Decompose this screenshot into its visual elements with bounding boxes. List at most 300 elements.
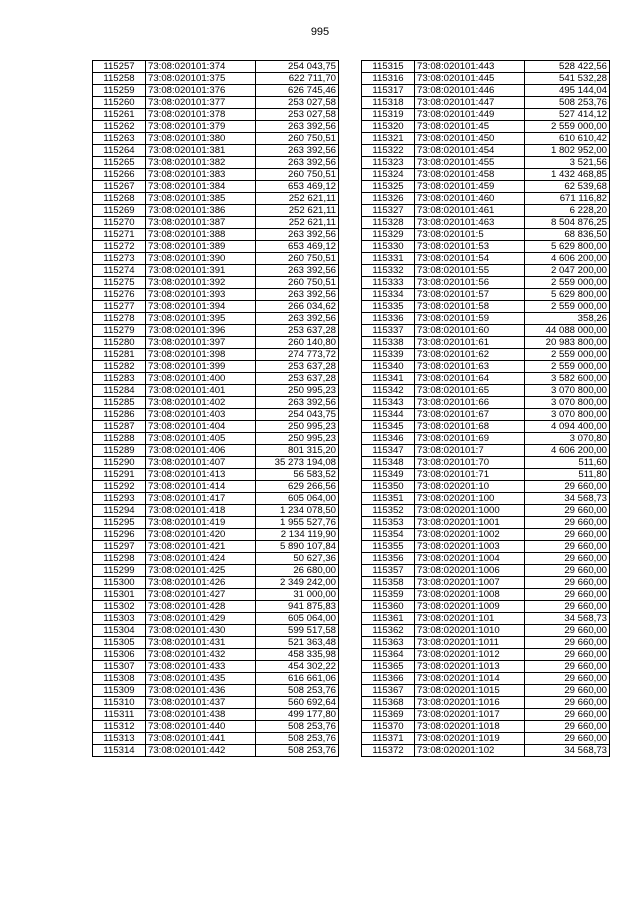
cadastral-number: 73:08:020201:1004 [415, 553, 525, 565]
table-row [362, 745, 610, 757]
table-row [362, 349, 610, 361]
row-number: 115273 [93, 253, 146, 265]
cadastral-value: 29 660,00 [525, 577, 610, 589]
table-row [93, 229, 339, 241]
table-row [362, 133, 610, 145]
cadastral-value: 2 559 000,00 [525, 361, 610, 373]
cadastral-value: 1 802 952,00 [525, 145, 610, 157]
cadastral-number: 73:08:020201:1002 [415, 529, 525, 541]
cadastral-value: 29 660,00 [525, 673, 610, 685]
row-number: 115349 [362, 469, 415, 481]
cadastral-number: 73:08:020101:460 [415, 193, 525, 205]
cadastral-number: 73:08:020201:1009 [415, 601, 525, 613]
table-row [93, 133, 339, 145]
table-row [93, 613, 339, 625]
cadastral-value: 508 253,76 [256, 685, 339, 697]
cadastral-number: 73:08:020101:413 [146, 469, 256, 481]
cadastral-number: 73:08:020101:440 [146, 721, 256, 733]
cadastral-number: 73:08:020101:390 [146, 253, 256, 265]
cadastral-value: 495 144,04 [525, 85, 610, 97]
cadastral-value: 50 627,36 [256, 553, 339, 565]
cadastral-value: 29 660,00 [525, 553, 610, 565]
cadastral-number: 73:08:020201:1000 [415, 505, 525, 517]
cadastral-value: 29 660,00 [525, 517, 610, 529]
cadastral-value: 263 392,56 [256, 265, 339, 277]
cadastral-value: 5 629 800,00 [525, 241, 610, 253]
cadastral-value: 2 559 000,00 [525, 301, 610, 313]
cadastral-number: 73:08:020101:376 [146, 85, 256, 97]
table-row [93, 745, 339, 757]
table-row [93, 385, 339, 397]
table-row [362, 409, 610, 421]
row-number: 115363 [362, 637, 415, 649]
table-row [362, 421, 610, 433]
cadastral-number: 73:08:020101:436 [146, 685, 256, 697]
table-row [93, 325, 339, 337]
cadastral-number: 73:08:020101:59 [415, 313, 525, 325]
cadastral-number: 73:08:020101:399 [146, 361, 256, 373]
cadastral-value: 3 070 800,00 [525, 397, 610, 409]
row-number: 115371 [362, 733, 415, 745]
cadastral-number: 73:08:020101:406 [146, 445, 256, 457]
cadastral-value: 260 750,51 [256, 133, 339, 145]
cadastral-value: 511,60 [525, 457, 610, 469]
cadastral-number: 73:08:020201:1014 [415, 673, 525, 685]
cadastral-number: 73:08:020101:424 [146, 553, 256, 565]
cadastral-number: 73:08:020101:402 [146, 397, 256, 409]
cadastral-value: 250 995,23 [256, 433, 339, 445]
row-number: 115301 [93, 589, 146, 601]
cadastral-number: 73:08:020101:403 [146, 409, 256, 421]
register-table-right [361, 60, 610, 757]
cadastral-value: 2 559 000,00 [525, 121, 610, 133]
cadastral-value: 263 392,56 [256, 145, 339, 157]
table-row [93, 625, 339, 637]
cadastral-value: 44 088 000,00 [525, 325, 610, 337]
table-row [93, 301, 339, 313]
cadastral-value: 560 692,64 [256, 697, 339, 709]
row-number: 115360 [362, 601, 415, 613]
row-number: 115262 [93, 121, 146, 133]
row-number: 115338 [362, 337, 415, 349]
cadastral-value: 508 253,76 [256, 721, 339, 733]
cadastral-value: 29 660,00 [525, 733, 610, 745]
table-row [362, 253, 610, 265]
table-row [362, 205, 610, 217]
cadastral-value: 260 140,80 [256, 337, 339, 349]
cadastral-number: 73:08:020101:432 [146, 649, 256, 661]
row-number: 115352 [362, 505, 415, 517]
cadastral-value: 4 094 400,00 [525, 421, 610, 433]
cadastral-number: 73:08:020101:386 [146, 205, 256, 217]
table-row [93, 553, 339, 565]
table-row [362, 733, 610, 745]
row-number: 115298 [93, 553, 146, 565]
row-number: 115295 [93, 517, 146, 529]
cadastral-value: 2 559 000,00 [525, 277, 610, 289]
table-row [93, 493, 339, 505]
row-number: 115327 [362, 205, 415, 217]
row-number: 115336 [362, 313, 415, 325]
cadastral-value: 250 995,23 [256, 421, 339, 433]
cadastral-value: 252 621,11 [256, 193, 339, 205]
row-number: 115331 [362, 253, 415, 265]
row-number: 115314 [93, 745, 146, 757]
cadastral-number: 73:08:020101:404 [146, 421, 256, 433]
cadastral-number: 73:08:020101:379 [146, 121, 256, 133]
row-number: 115284 [93, 385, 146, 397]
cadastral-value: 29 660,00 [525, 709, 610, 721]
row-number: 115293 [93, 493, 146, 505]
row-number: 115287 [93, 421, 146, 433]
cadastral-number: 73:08:020101:428 [146, 601, 256, 613]
cadastral-number: 73:08:020101:68 [415, 421, 525, 433]
cadastral-number: 73:08:020101:400 [146, 373, 256, 385]
cadastral-number: 73:08:020101:380 [146, 133, 256, 145]
table-row [93, 241, 339, 253]
row-number: 115299 [93, 565, 146, 577]
cadastral-value: 253 637,28 [256, 325, 339, 337]
table-row [93, 121, 339, 133]
cadastral-number: 73:08:020101:63 [415, 361, 525, 373]
cadastral-value: 26 680,00 [256, 565, 339, 577]
cadastral-number: 73:08:020101:66 [415, 397, 525, 409]
row-number: 115341 [362, 373, 415, 385]
row-number: 115320 [362, 121, 415, 133]
cadastral-number: 73:08:020101:414 [146, 481, 256, 493]
cadastral-number: 73:08:020101:438 [146, 709, 256, 721]
cadastral-number: 73:08:020101:430 [146, 625, 256, 637]
cadastral-value: 653 469,12 [256, 181, 339, 193]
table-row [93, 517, 339, 529]
cadastral-value: 253 027,58 [256, 97, 339, 109]
row-number: 115339 [362, 349, 415, 361]
cadastral-value: 511,80 [525, 469, 610, 481]
cadastral-number: 73:08:020101:70 [415, 457, 525, 469]
cadastral-value: 622 711,70 [256, 73, 339, 85]
table-row [362, 649, 610, 661]
row-number: 115306 [93, 649, 146, 661]
cadastral-value: 20 983 800,00 [525, 337, 610, 349]
table-row [362, 121, 610, 133]
cadastral-value: 260 750,51 [256, 169, 339, 181]
row-number: 115290 [93, 457, 146, 469]
cadastral-number: 73:08:020101:461 [415, 205, 525, 217]
row-number: 115362 [362, 625, 415, 637]
table-row [362, 685, 610, 697]
row-number: 115350 [362, 481, 415, 493]
row-number: 115302 [93, 601, 146, 613]
cadastral-number: 73:08:020101:426 [146, 577, 256, 589]
cadastral-value: 358,26 [525, 313, 610, 325]
row-number: 115300 [93, 577, 146, 589]
table-row [93, 349, 339, 361]
cadastral-number: 73:08:020101:455 [415, 157, 525, 169]
row-number: 115282 [93, 361, 146, 373]
table-row [93, 289, 339, 301]
row-number: 115321 [362, 133, 415, 145]
cadastral-number: 73:08:020201:1006 [415, 565, 525, 577]
table-row [93, 169, 339, 181]
cadastral-value: 4 606 200,00 [525, 253, 610, 265]
table-row [362, 481, 610, 493]
cadastral-number: 73:08:020101:419 [146, 517, 256, 529]
cadastral-number: 73:08:020101:427 [146, 589, 256, 601]
cadastral-number: 73:08:020101:396 [146, 325, 256, 337]
cadastral-number: 73:08:020201:1007 [415, 577, 525, 589]
table-row [93, 709, 339, 721]
cadastral-value: 29 660,00 [525, 505, 610, 517]
cadastral-value: 263 392,56 [256, 229, 339, 241]
row-number: 115318 [362, 97, 415, 109]
row-number: 115268 [93, 193, 146, 205]
row-number: 115281 [93, 349, 146, 361]
cadastral-number: 73:08:020101:381 [146, 145, 256, 157]
table-row [362, 313, 610, 325]
row-number: 115279 [93, 325, 146, 337]
cadastral-number: 73:08:020101:65 [415, 385, 525, 397]
cadastral-value: 29 660,00 [525, 661, 610, 673]
cadastral-value: 29 660,00 [525, 685, 610, 697]
row-number: 115340 [362, 361, 415, 373]
cadastral-value: 1 234 078,50 [256, 505, 339, 517]
cadastral-number: 73:08:020101:60 [415, 325, 525, 337]
table-row [362, 613, 610, 625]
row-number: 115312 [93, 721, 146, 733]
table-row [93, 697, 339, 709]
row-number: 115323 [362, 157, 415, 169]
cadastral-value: 1 955 527,76 [256, 517, 339, 529]
register-table-left [92, 60, 339, 757]
row-number: 115359 [362, 589, 415, 601]
cadastral-value: 629 266,56 [256, 481, 339, 493]
row-number: 115260 [93, 97, 146, 109]
table-row [362, 181, 610, 193]
row-number: 115365 [362, 661, 415, 673]
cadastral-value: 605 064,00 [256, 613, 339, 625]
cadastral-number: 73:08:020101:433 [146, 661, 256, 673]
cadastral-value: 3 070 800,00 [525, 385, 610, 397]
table-row [93, 397, 339, 409]
row-number: 115305 [93, 637, 146, 649]
cadastral-number: 73:08:020201:1015 [415, 685, 525, 697]
cadastral-number: 73:08:020101:382 [146, 157, 256, 169]
table-row [93, 469, 339, 481]
cadastral-value: 671 116,82 [525, 193, 610, 205]
cadastral-value: 29 660,00 [525, 529, 610, 541]
cadastral-number: 73:08:020101:58 [415, 301, 525, 313]
row-number: 115335 [362, 301, 415, 313]
row-number: 115296 [93, 529, 146, 541]
row-number: 115315 [362, 61, 415, 73]
row-number: 115345 [362, 421, 415, 433]
cadastral-value: 508 253,76 [525, 97, 610, 109]
table-row [93, 145, 339, 157]
cadastral-number: 73:08:020101:421 [146, 541, 256, 553]
row-number: 115337 [362, 325, 415, 337]
row-number: 115277 [93, 301, 146, 313]
table-row [362, 529, 610, 541]
cadastral-number: 73:08:020101:435 [146, 673, 256, 685]
cadastral-value: 599 517,58 [256, 625, 339, 637]
table-row [93, 541, 339, 553]
table-row [362, 565, 610, 577]
table-row [362, 457, 610, 469]
cadastral-number: 73:08:020101:64 [415, 373, 525, 385]
cadastral-number: 73:08:020101:450 [415, 133, 525, 145]
cadastral-value: 253 637,28 [256, 373, 339, 385]
cadastral-value: 29 660,00 [525, 481, 610, 493]
cadastral-number: 73:08:020101:445 [415, 73, 525, 85]
row-number: 115261 [93, 109, 146, 121]
cadastral-value: 541 532,28 [525, 73, 610, 85]
row-number: 115329 [362, 229, 415, 241]
cadastral-number: 73:08:020101:53 [415, 241, 525, 253]
row-number: 115289 [93, 445, 146, 457]
table-row [93, 337, 339, 349]
row-number: 115334 [362, 289, 415, 301]
table-row [93, 661, 339, 673]
table-row [362, 385, 610, 397]
cadastral-number: 73:08:020201:1010 [415, 625, 525, 637]
row-number: 115270 [93, 217, 146, 229]
cadastral-value: 263 392,56 [256, 289, 339, 301]
row-number: 115330 [362, 241, 415, 253]
cadastral-value: 2 559 000,00 [525, 349, 610, 361]
row-number: 115361 [362, 613, 415, 625]
table-row [93, 565, 339, 577]
table-row [362, 721, 610, 733]
row-number: 115319 [362, 109, 415, 121]
table-row [93, 409, 339, 421]
cadastral-value: 499 177,80 [256, 709, 339, 721]
row-number: 115265 [93, 157, 146, 169]
cadastral-value: 35 273 194,08 [256, 457, 339, 469]
cadastral-number: 73:08:020101:391 [146, 265, 256, 277]
cadastral-number: 73:08:020101:437 [146, 697, 256, 709]
row-number: 115354 [362, 529, 415, 541]
row-number: 115317 [362, 85, 415, 97]
cadastral-number: 73:08:020101:395 [146, 313, 256, 325]
table-row [362, 493, 610, 505]
table-row [93, 673, 339, 685]
cadastral-number: 73:08:020101:407 [146, 457, 256, 469]
table-row [93, 589, 339, 601]
row-number: 115291 [93, 469, 146, 481]
table-row [93, 157, 339, 169]
cadastral-number: 73:08:020101:54 [415, 253, 525, 265]
cadastral-number: 73:08:020101:405 [146, 433, 256, 445]
row-number: 115353 [362, 517, 415, 529]
table-row [362, 145, 610, 157]
cadastral-number: 73:08:020101:454 [415, 145, 525, 157]
cadastral-value: 274 773,72 [256, 349, 339, 361]
row-number: 115348 [362, 457, 415, 469]
row-number: 115372 [362, 745, 415, 757]
cadastral-value: 527 414,12 [525, 109, 610, 121]
table-row [93, 421, 339, 433]
row-number: 115259 [93, 85, 146, 97]
row-number: 115286 [93, 409, 146, 421]
cadastral-number: 73:08:020201:1012 [415, 649, 525, 661]
table-row [362, 265, 610, 277]
table-row [362, 73, 610, 85]
row-number: 115275 [93, 277, 146, 289]
cadastral-number: 73:08:020101:389 [146, 241, 256, 253]
row-number: 115276 [93, 289, 146, 301]
cadastral-number: 73:08:020101:425 [146, 565, 256, 577]
row-number: 115263 [93, 133, 146, 145]
table-row [362, 241, 610, 253]
cadastral-number: 73:08:020101:392 [146, 277, 256, 289]
cadastral-value: 801 315,20 [256, 445, 339, 457]
cadastral-number: 73:08:020101:378 [146, 109, 256, 121]
cadastral-value: 5 629 800,00 [525, 289, 610, 301]
table-row [362, 445, 610, 457]
table-row [93, 649, 339, 661]
row-number: 115343 [362, 397, 415, 409]
cadastral-number: 73:08:020101:71 [415, 469, 525, 481]
cadastral-value: 2 047 200,00 [525, 265, 610, 277]
row-number: 115316 [362, 73, 415, 85]
cadastral-number: 73:08:020101:398 [146, 349, 256, 361]
cadastral-number: 73:08:020101:388 [146, 229, 256, 241]
row-number: 115283 [93, 373, 146, 385]
row-number: 115364 [362, 649, 415, 661]
cadastral-number: 73:08:020201:1008 [415, 589, 525, 601]
cadastral-value: 263 392,56 [256, 157, 339, 169]
table-row [93, 481, 339, 493]
cadastral-value: 29 660,00 [525, 721, 610, 733]
cadastral-value: 2 349 242,00 [256, 577, 339, 589]
row-number: 115257 [93, 61, 146, 73]
row-number: 115294 [93, 505, 146, 517]
cadastral-value: 29 660,00 [525, 565, 610, 577]
cadastral-value: 266 034,62 [256, 301, 339, 313]
row-number: 115280 [93, 337, 146, 349]
cadastral-number: 73:08:020101:67 [415, 409, 525, 421]
row-number: 115307 [93, 661, 146, 673]
cadastral-value: 521 363,48 [256, 637, 339, 649]
table-row [362, 61, 610, 73]
cadastral-number: 73:08:020101:61 [415, 337, 525, 349]
cadastral-number: 73:08:020201:102 [415, 745, 525, 757]
table-row [362, 217, 610, 229]
row-number: 115369 [362, 709, 415, 721]
cadastral-value: 3 070,80 [525, 433, 610, 445]
cadastral-number: 73:08:020101:62 [415, 349, 525, 361]
cadastral-number: 73:08:020101:443 [415, 61, 525, 73]
row-number: 115322 [362, 145, 415, 157]
row-number: 115355 [362, 541, 415, 553]
row-number: 115344 [362, 409, 415, 421]
table-row [93, 193, 339, 205]
cadastral-value: 4 606 200,00 [525, 445, 610, 457]
cadastral-value: 68 836,50 [525, 229, 610, 241]
cadastral-value: 1 432 468,85 [525, 169, 610, 181]
cadastral-number: 73:08:020101:418 [146, 505, 256, 517]
row-number: 115311 [93, 709, 146, 721]
row-number: 115278 [93, 313, 146, 325]
table-row [362, 589, 610, 601]
cadastral-value: 616 661,06 [256, 673, 339, 685]
cadastral-number: 73:08:020201:1011 [415, 637, 525, 649]
cadastral-value: 3 582 600,00 [525, 373, 610, 385]
row-number: 115310 [93, 697, 146, 709]
row-number: 115342 [362, 385, 415, 397]
cadastral-number: 73:08:020201:100 [415, 493, 525, 505]
table-row [362, 433, 610, 445]
